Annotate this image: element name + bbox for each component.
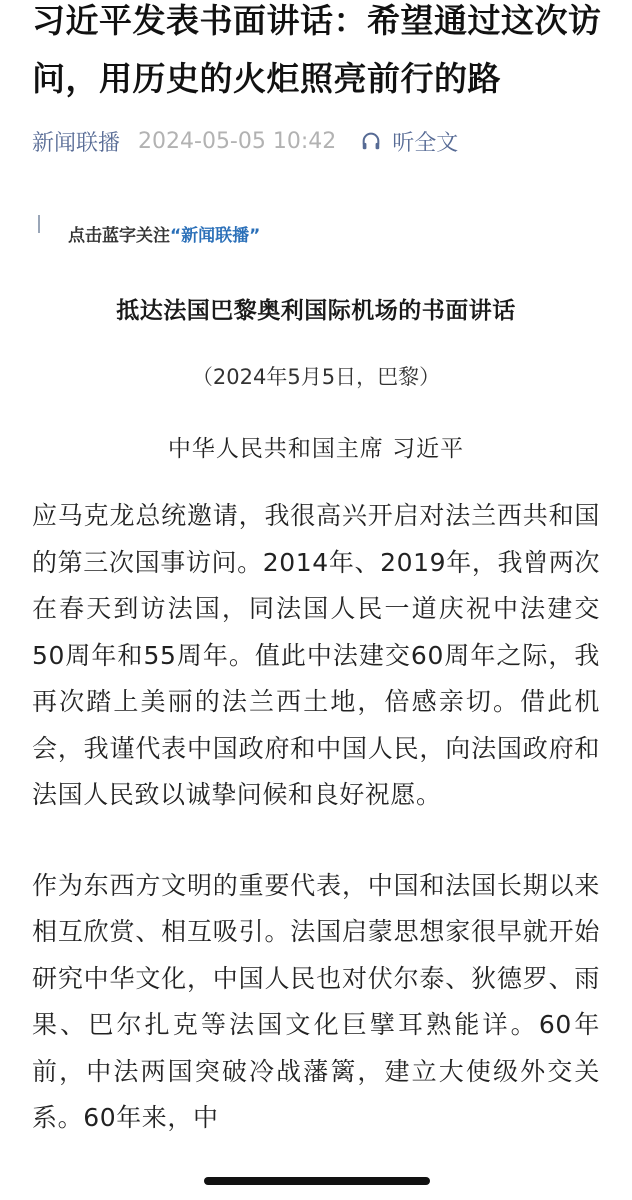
follow-prefix: 点击蓝字关注	[68, 225, 170, 246]
article-meta	[32, 121, 600, 161]
source-link[interactable]: 新闻联播	[32, 130, 121, 156]
listen-full-button[interactable]	[360, 126, 458, 157]
headphones-icon	[360, 130, 382, 152]
speech-byline: 中华人民共和国主席 习近平	[167, 436, 465, 462]
listen-full-label: 听全文	[392, 130, 459, 156]
speech-title: 抵达法国巴黎奥利国际机场的书面讲话	[116, 298, 516, 324]
speech-dateline: （2024年5月5日，巴黎）	[191, 365, 441, 389]
follow-accent-bar	[38, 215, 40, 233]
body-paragraph: 作为东西方文明的重要代表，中国和法国长期以来相互欣赏、相互吸引。法国启蒙思想家很早就开始研究中华文化，中国人民也对伏尔泰、狄德罗、雨果、巴尔扎克等法国文化巨擘耳熟能详。60年前，中法两国突破冷战藩篱，建立大使级外交关系。60年来，中	[32, 870, 600, 1132]
publish-time: 2024-05-05 10:42	[138, 128, 337, 154]
follow-banner[interactable]	[32, 213, 600, 253]
home-indicator[interactable]	[204, 1177, 430, 1185]
article-title: 习近平发表书面讲话：希望通过这次访问，用历史的火炬照亮前行的路	[32, 1, 602, 98]
body-paragraph: 应马克龙总统邀请，我很高兴开启对法兰西共和国的第三次国事访问。2014年、2019年，我曾两次在春天到访法国，同法国人民一道庆祝中法建交50周年和55周年。值此中法建交60周年之际，我再次踏上美丽的法兰西土地，倍感亲切。借此机会，我谨代表中国政府和中国人民，向法国政府和法国人民致以诚挚问候和良好祝愿。	[32, 501, 600, 809]
follow-account-link[interactable]: “新闻联播”	[170, 225, 261, 246]
